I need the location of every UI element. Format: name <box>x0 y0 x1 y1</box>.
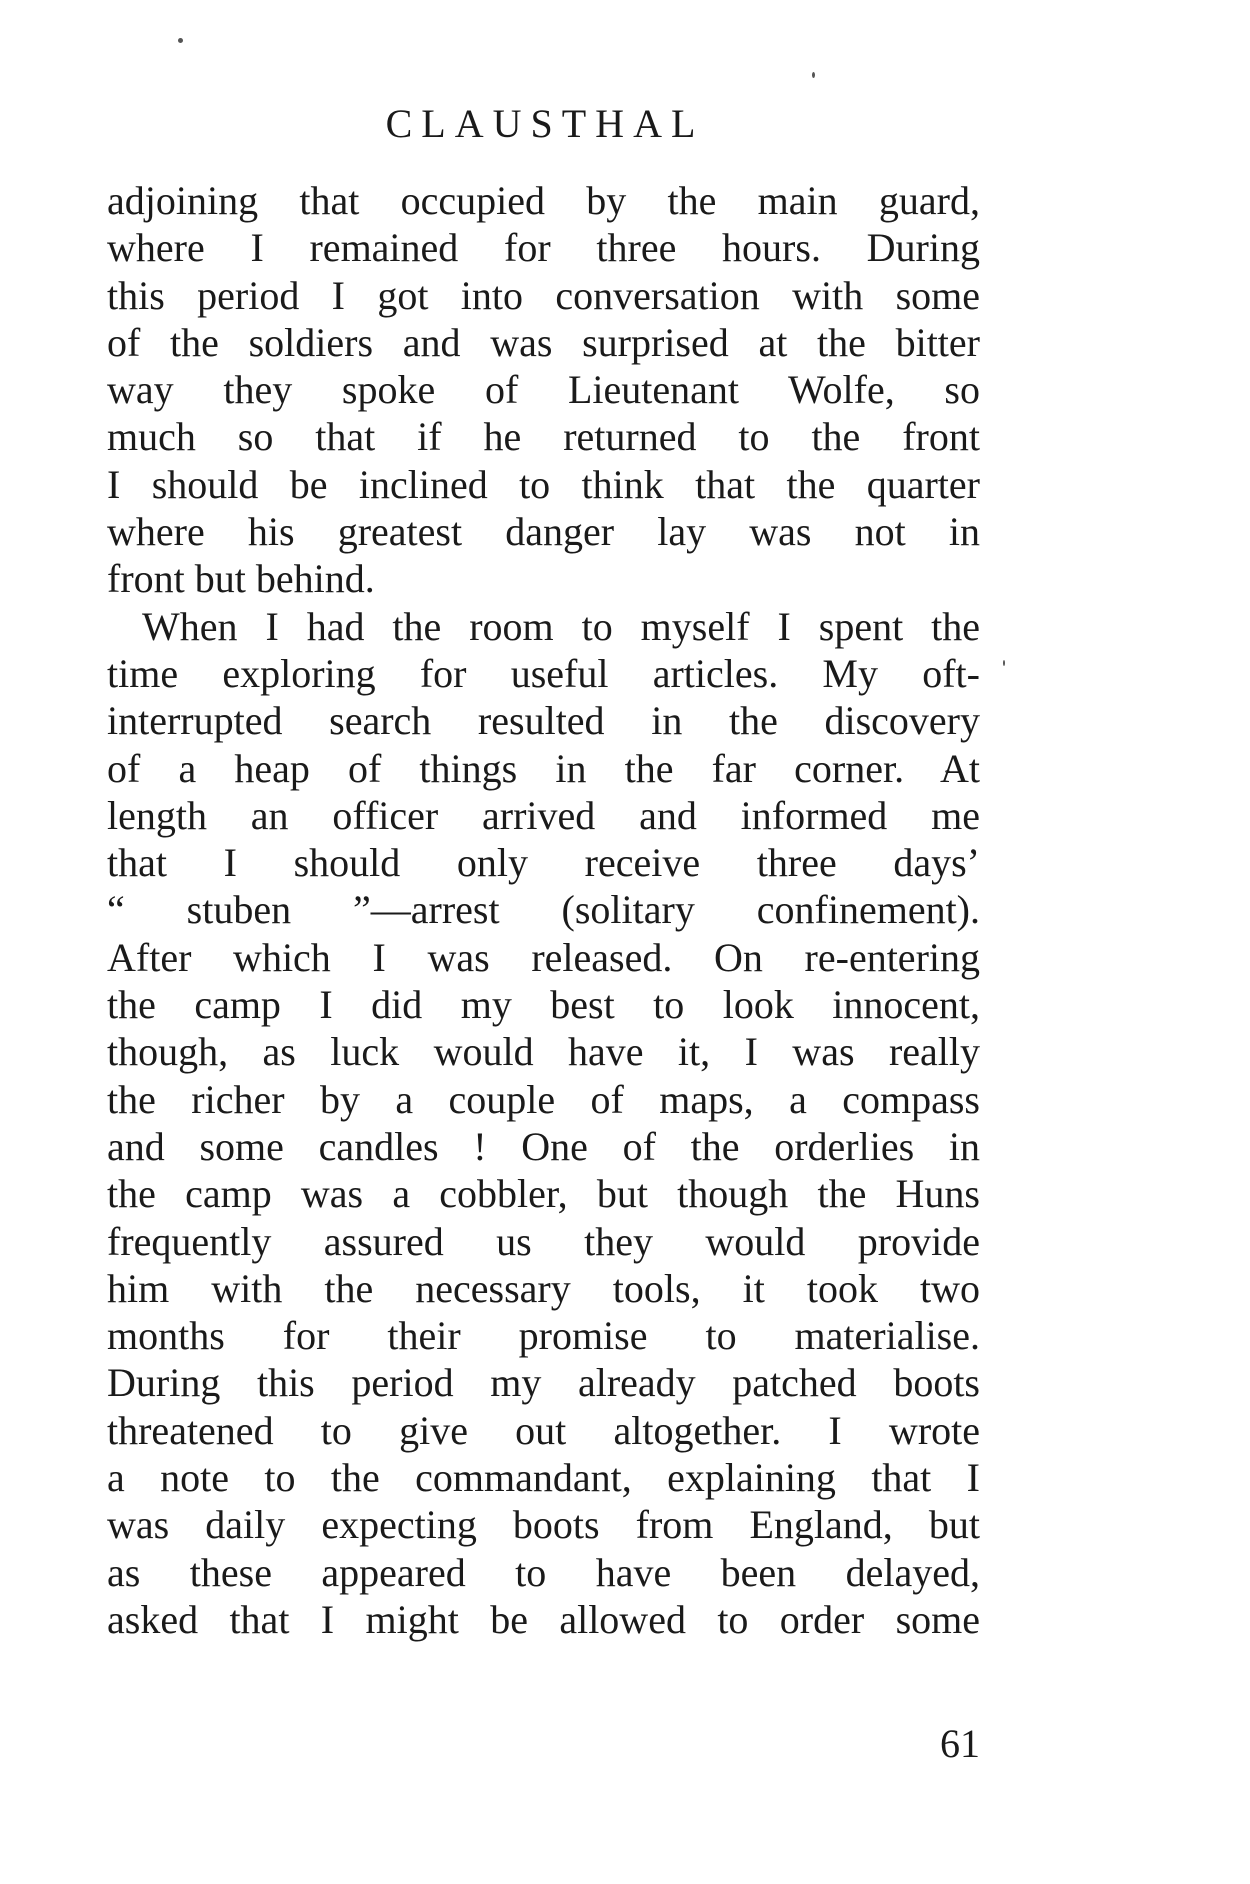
text-line: time exploring for useful articles. My oft- <box>107 650 980 696</box>
text-line: where his greatest danger lay was not in <box>107 509 980 555</box>
text-line: that I should only receive three days’ <box>107 840 980 886</box>
text-line: “ stuben ”—arrest (solitary confinement). <box>107 887 980 933</box>
text-line: a note to the commandant, explaining that I <box>107 1455 980 1501</box>
text-line: was daily expecting boots from England, but <box>107 1502 980 1548</box>
print-speck <box>178 38 183 43</box>
text-line: asked that I might be allowed to order some <box>107 1596 980 1642</box>
text-line: interrupted search resulted in the discovery <box>107 698 980 744</box>
text-line: this period I got into conversation with some <box>107 272 980 318</box>
text-line: the richer by a couple of maps, a compass <box>107 1076 980 1122</box>
text-line: frequently assured us they would provide <box>107 1218 980 1264</box>
print-speck <box>812 72 815 78</box>
text-line: length an officer arrived and informed me <box>107 792 980 838</box>
text-line: him with the necessary tools, it took two <box>107 1265 980 1311</box>
text-line: I should be inclined to think that the quarter <box>107 461 980 507</box>
text-line: threatened to give out altogether. I wrote <box>107 1407 980 1453</box>
print-speck <box>1003 660 1005 666</box>
text-line: of the soldiers and was surprised at the bitter <box>107 319 980 365</box>
text-line: the camp was a cobbler, but though the Huns <box>107 1171 980 1217</box>
page-number: 61 <box>940 1721 980 1766</box>
text-line: way they spoke of Lieutenant Wolfe, so <box>107 367 980 413</box>
text-line: as these appeared to have been delayed, <box>107 1549 980 1595</box>
text-line: of a heap of things in the far corner. At <box>107 745 980 791</box>
text-line: adjoining that occupied by the main guard, <box>107 178 980 223</box>
text-line: where I remained for three hours. During <box>107 225 980 271</box>
running-head: CLAUSTHAL <box>385 101 705 146</box>
text-line: When I had the room to myself I spent the <box>142 603 980 649</box>
text-line: though, as luck would have it, I was really <box>107 1029 980 1075</box>
text-line: months for their promise to materialise. <box>107 1313 980 1359</box>
text-line: During this period my already patched boots <box>107 1360 980 1406</box>
body-text <box>107 177 980 1643</box>
text-line: much so that if he returned to the front <box>107 414 980 460</box>
text-line: After which I was released. On re-entering <box>107 934 980 980</box>
text-line: the camp I did my best to look innocent, <box>107 982 980 1028</box>
text-line: front but behind. <box>107 556 375 602</box>
text-line: and some candles ! One of the orderlies in <box>107 1123 980 1169</box>
